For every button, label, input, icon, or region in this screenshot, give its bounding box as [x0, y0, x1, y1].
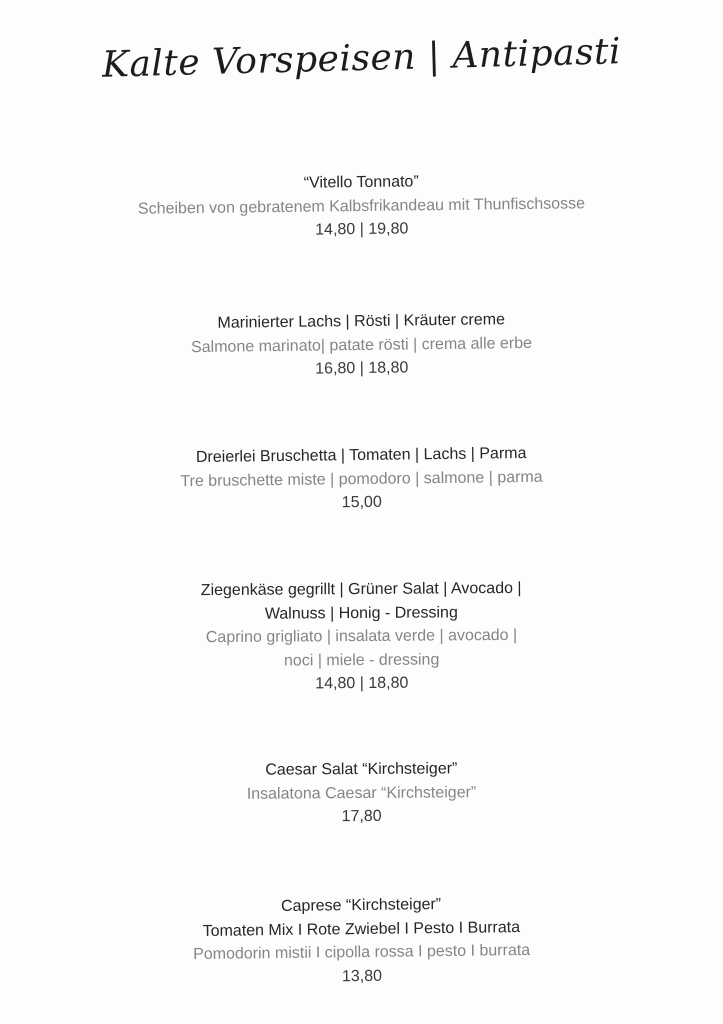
- dish-price: 14,80 | 19,80: [315, 220, 409, 239]
- dish-price: 15,00: [341, 493, 382, 512]
- dish-name-line-1: Caprese “Kirchsteiger”: [280, 896, 442, 915]
- dish-name-line-2: Walnuss | Honig - Dressing: [264, 603, 458, 623]
- dish-name: Dreierlei Bruschetta | Tomaten | Lachs | Parma: [195, 444, 527, 467]
- page-title: Kalte Vorspeisen | Antipasti: [101, 31, 622, 86]
- dish-price: 14,80 | 18,80: [315, 674, 409, 693]
- dish-name-line-2: Tomaten Mix I Rote Zwiebel I Pesto I Burrata: [202, 918, 521, 940]
- dish-description: Tre bruschette miste | pomodoro | salmone | parma: [180, 468, 543, 490]
- menu-item-bruschetta: [0, 440, 723, 519]
- dish-description-line-2: noci | miele - dressing: [283, 650, 440, 670]
- dish-description: Insalatona Caesar “Kirchsteiger”: [246, 783, 477, 803]
- dish-description: Salmone marinato| patate rösti | crema alle erbe: [190, 334, 533, 356]
- dish-name-line-1: Ziegenkäse gegrillt | Grüner Salat | Avocado |: [200, 579, 522, 600]
- dish-price: 16,80 | 18,80: [315, 359, 409, 378]
- menu-item-caesar-salat: [0, 755, 723, 831]
- dish-name: “Vitello Tonnato”: [303, 173, 419, 192]
- dish-name: Marinierter Lachs | Rösti | Kräuter creme: [217, 311, 506, 332]
- dish-description: Scheiben von gebratenem Kalbsfrikandeau mit Thunfischsosse: [137, 194, 586, 218]
- menu-item-caprese: [0, 890, 723, 993]
- menu-item-ziegenkaese: [0, 575, 723, 698]
- dish-name: Caesar Salat “Kirchsteiger”: [265, 760, 458, 779]
- menu-item-marinierter-lachs: [0, 306, 723, 385]
- menu-item-vitello-tonnato: [0, 167, 723, 246]
- dish-description-line-1: Caprino grigliato | insalata verde | avocado |: [205, 626, 518, 647]
- dish-description: Pomodorin mistii I cipolla rossa I pesto I burrata: [193, 941, 531, 964]
- dish-price: 17,80: [341, 807, 382, 826]
- dish-price: 13,80: [341, 967, 383, 985]
